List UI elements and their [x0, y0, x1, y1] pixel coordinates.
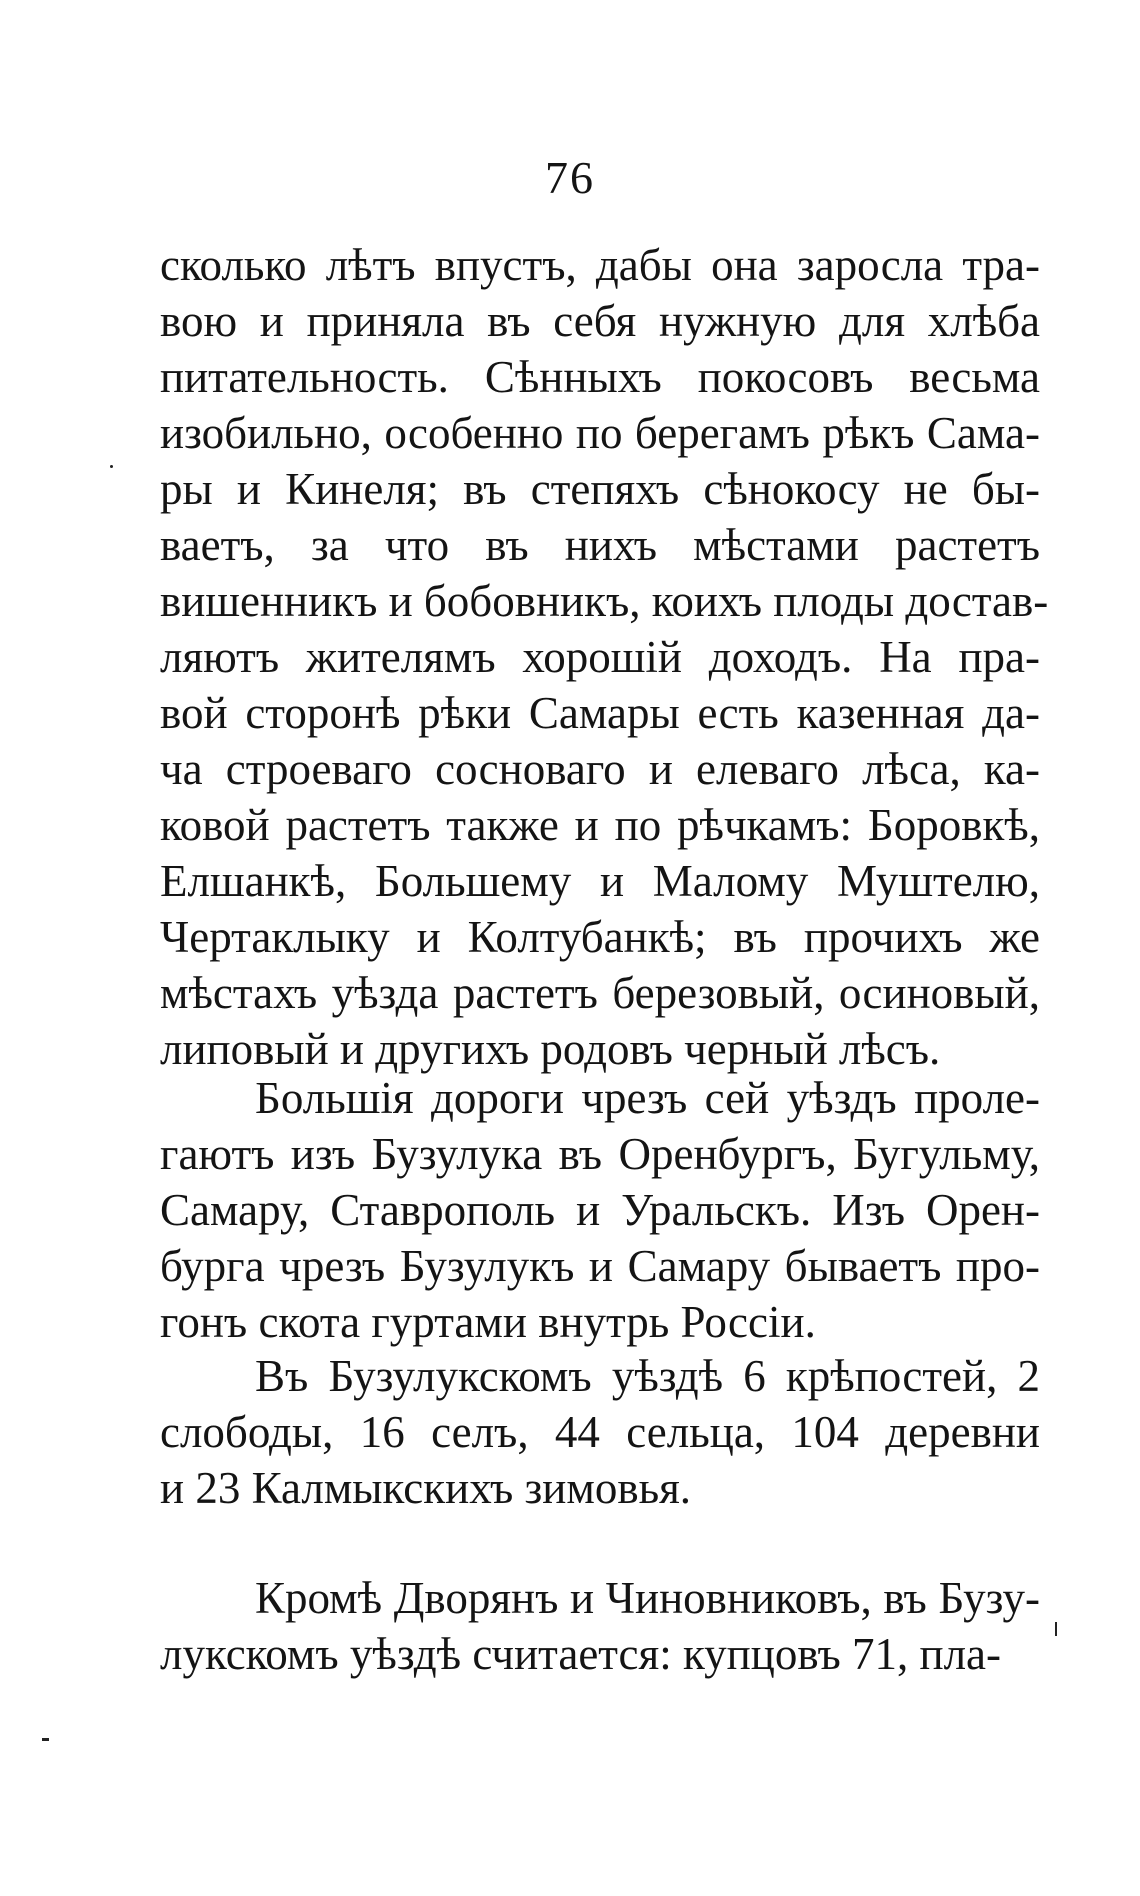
text-line: ваетъ, за что въ нихъ мѣстами растетъ [160, 520, 1040, 570]
text-line: слободы, 16 селъ, 44 сельца, 104 деревни [160, 1407, 1040, 1457]
text-line: ры и Кинеля; въ степяхъ сѣнокосу не бы- [160, 464, 1040, 514]
text-line: вишенникъ и бобовникъ, коихъ плоды достав- [160, 576, 1049, 626]
text-line: Чертаклыку и Колтубанкѣ; въ прочихъ же [160, 912, 1040, 962]
text-line: вой сторонѣ рѣки Самары есть казенная да- [160, 688, 1040, 738]
text-line: ковой растетъ также и по рѣчкамъ: Боровкѣ, [160, 800, 1040, 850]
text-line: вою и приняла въ себя нужную для хлѣба [160, 296, 1040, 346]
text-line: Большія дороги чрезъ сей уѣздъ проле- [255, 1073, 1040, 1123]
text-line: лукскомъ уѣздѣ считается: купцовъ 71, пла- [160, 1629, 1001, 1679]
text-line: бурга чрезъ Бузулукъ и Самару бываетъ про- [160, 1241, 1040, 1291]
paragraph-4 [160, 1570, 1040, 1682]
text-line: Самару, Ставрополь и Уральскъ. Изъ Орен- [160, 1185, 1040, 1235]
text-line: гонъ скота гуртами внутрь Россіи. [160, 1297, 816, 1347]
text-line: сколько лѣтъ впустъ, дабы она заросла тра- [160, 240, 1040, 290]
paragraph-2 [160, 1070, 1040, 1350]
scan-speck [1055, 1622, 1057, 1636]
text-line: питательность. Сѣнныхъ покосовъ весьма [160, 352, 1040, 402]
scan-speck [110, 465, 113, 468]
paragraph-3 [160, 1348, 1040, 1516]
text-line: ча строеваго сосноваго и елеваго лѣса, ка- [160, 744, 1040, 794]
text-line: и 23 Калмыкскихъ зимовья. [160, 1463, 692, 1513]
text-line: ляютъ жителямъ хорошій доходъ. На пра- [160, 632, 1040, 682]
text-line: изобильно, особенно по берегамъ рѣкъ Сама- [160, 408, 1040, 458]
paragraph-1 [160, 237, 1049, 1077]
scan-speck [42, 1738, 49, 1741]
text-line: Елшанкѣ, Большему и Малому Муштелю, [160, 856, 1040, 906]
text-line: Въ Бузулукскомъ уѣздѣ 6 крѣпостей, 2 [255, 1351, 1040, 1401]
text-line: липовый и другихъ родовъ черный лѣсъ. [160, 1024, 941, 1074]
page-number: 76 [545, 152, 595, 203]
text-line: мѣстахъ уѣзда растетъ березовый, осиновый, [160, 968, 1040, 1018]
text-line: гаютъ изъ Бузулука въ Оренбургъ, Бугульму, [160, 1129, 1040, 1179]
text-line: Кромѣ Дворянъ и Чиновниковъ, въ Бузу- [255, 1573, 1040, 1623]
